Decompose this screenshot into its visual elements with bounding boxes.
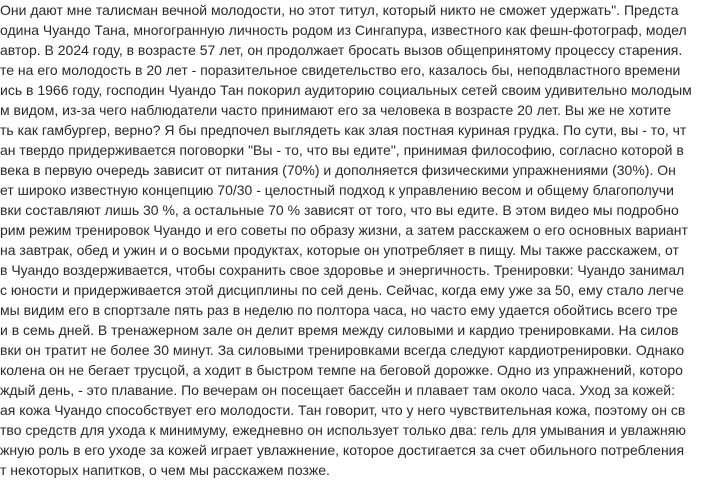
text-line: на завтрак, обед и ужин и о восьми продуктах, которые он употребляет в пищу. Мы также расскажем, от: [0, 242, 679, 258]
text-line: рим режим тренировок Чуандо и его советы по образу жизни, а затем расскажем о его основных вариант: [0, 222, 688, 238]
text-line: и в семь дней. В тренажерном зале он делит время между силовыми и кардио тренировками. На силов: [0, 322, 679, 338]
text-line: автор. В 2024 году, в возрасте 57 лет, он продолжает бросать вызов общепринятому процессу старения.: [0, 42, 683, 58]
text-line: колена он не бегает трусцой, а ходит в быстром темпе на беговой дорожке. Одно из упражнений, которо: [0, 362, 683, 378]
text-line: ись в 1966 году, господин Чуандо Тан покорил аудиторию социальных сетей своим удивительно молодым: [0, 82, 692, 98]
text-line: тво средств для ухода к минимуму, ежедневно он использует только два: гель для умывания и увлажняю: [0, 422, 686, 438]
text-line: Они дают мне талисман вечной молодости, но этот титул, который никто не сможет удержать". Предста: [0, 2, 679, 18]
text-line: ая кожа Чуандо способствует его молодости. Тан говорит, что у него чувствительная кожа, поэтому он св: [0, 402, 686, 418]
text-line: вки составляют лишь 30 %, а остальные 70 % зависят от того, что вы едите. В этом видео мы подробно: [0, 202, 679, 218]
text-line: века в первую очередь зависит от питания (70%) и дополняется физическими упражнениями (30%). Он: [0, 162, 676, 178]
text-line: ть как гамбургер, верно? Я бы предпочел выглядеть как злая постная куриная грудка. По сути, вы - то, чт: [0, 122, 687, 138]
text-line: м видом, из-за чего наблюдатели часто принимают его за человека в возрасте 20 лет. Вы же не хотите: [0, 102, 672, 118]
text-line: вки он тратит не более 30 минут. За силовыми тренировками всегда следуют кардиотренировки. Однако: [0, 342, 685, 358]
text-line: жную роль в его уходе за кожей играет увлажнение, которое достигается за счет обильного потребления: [0, 442, 685, 458]
text-line: в Чуандо воздерживается, чтобы сохранить свое здоровье и энергичность. Тренировки: Чуандо занимал: [0, 262, 685, 278]
text-line: ет широко известную концепцию 70/30 - целостный подход к управлению весом и общему благополучи: [0, 182, 674, 198]
text-line: ан твердо придерживается поговорки "Вы - то, что вы едите", принимая философию, согласно которой в: [0, 142, 684, 158]
text-line: мы видим его в спортзале пять раз в неделю по полтора часа, но часто ему удается обойтись всего тре: [0, 302, 678, 318]
text-line: с юности и придерживается этой дисциплины по сей день. Сейчас, когда ему уже за 50, ему стало легче: [0, 282, 684, 298]
text-line: т некоторых напитков, о чем мы расскажем позже.: [0, 462, 330, 478]
text-line: ждый день, - это плавание. По вечерам он посещает бассейн и плавает там около часа. Уход за кожей:: [0, 382, 676, 398]
text-line: те на его молодость в 20 лет - поразительное свидетельство его, казалось бы, неподвластного времени: [0, 62, 681, 78]
text-line: одина Чуандо Тана, многогранную личность родом из Сингапура, известного как фешн-фотограф, модел: [0, 22, 687, 38]
